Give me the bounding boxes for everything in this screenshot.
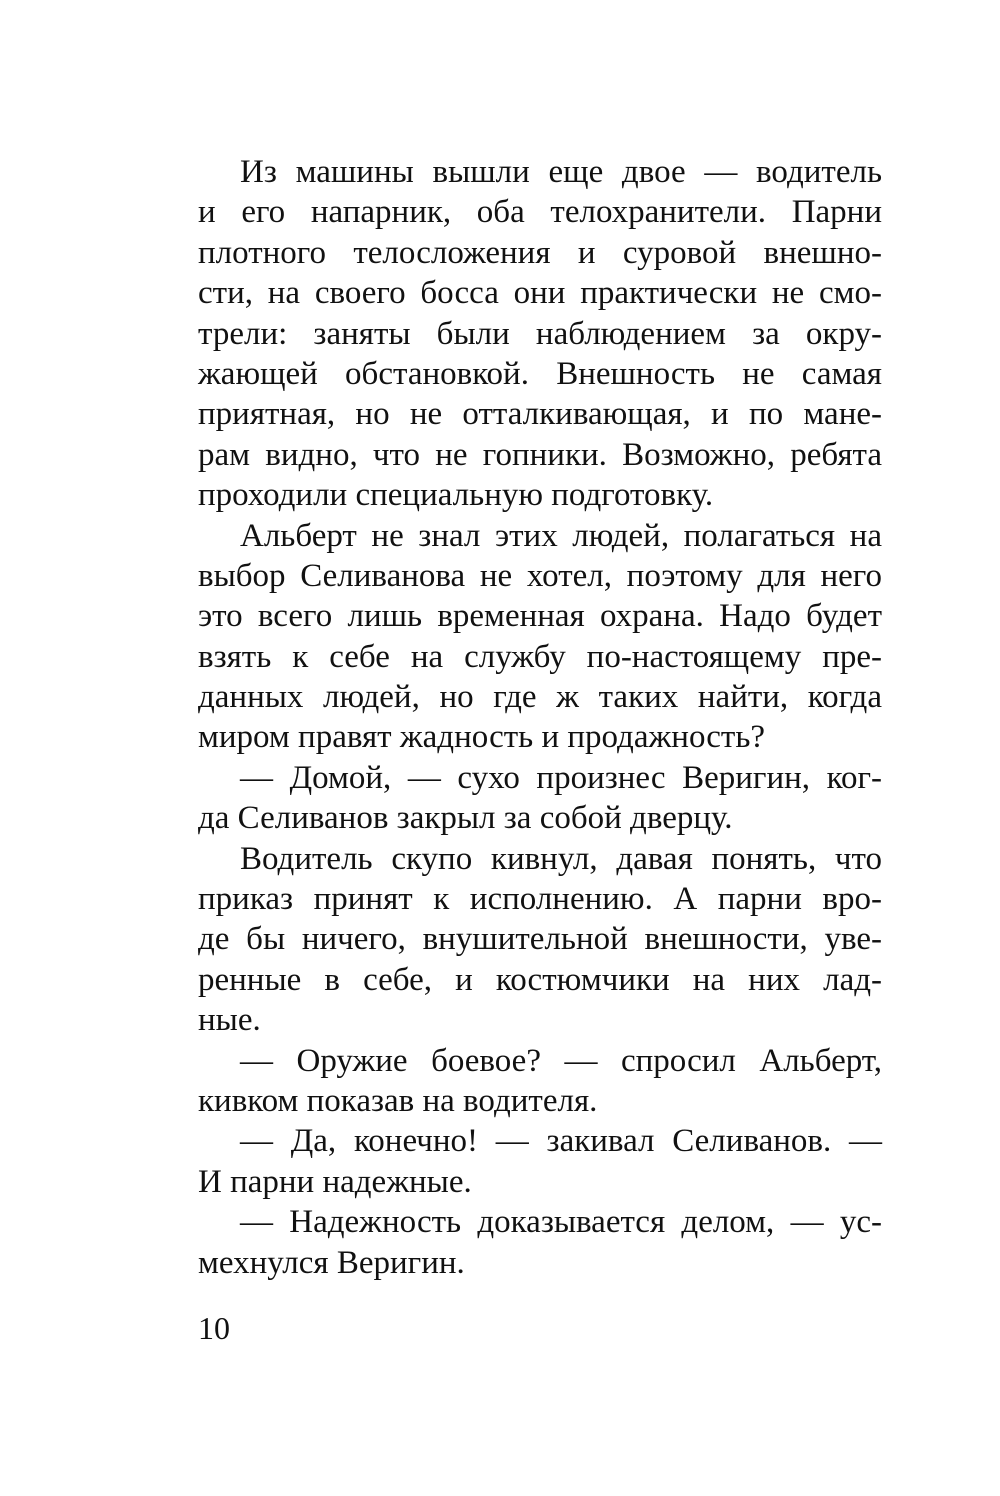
paragraph bbox=[198, 1121, 882, 1202]
text-line: — Да, конечно! — закивал Селиванов. — bbox=[240, 1123, 882, 1160]
text-line: — Домой, — сухо произнес Веригин, ког- bbox=[240, 759, 882, 796]
text-line: плотного телосложения и суровой внешно- bbox=[198, 234, 882, 271]
text-line: приятная, но не отталкивающая, и по мане- bbox=[198, 396, 882, 433]
text-line: проходили специальную подготовку. bbox=[198, 477, 714, 514]
text-line: И парни надежные. bbox=[198, 1163, 472, 1200]
text-line: Водитель скупо кивнул, давая понять, что bbox=[240, 840, 882, 877]
text-line: приказ принят к исполнению. А парни вро- bbox=[198, 881, 882, 918]
text-line: миром правят жадность и продажность? bbox=[198, 719, 766, 756]
text-line: и его напарник, оба телохранители. Парни bbox=[198, 194, 882, 231]
paragraph bbox=[198, 152, 882, 516]
paragraph bbox=[198, 1041, 882, 1122]
body-text bbox=[198, 152, 882, 1283]
text-line: жающей обстановкой. Внешность не самая bbox=[198, 355, 882, 392]
text-line: ренные в себе, и костюмчики на них лад- bbox=[198, 961, 882, 998]
text-line: Альберт не знал этих людей, полагаться на bbox=[240, 517, 882, 554]
text-line: да Селиванов закрыл за собой дверцу. bbox=[198, 800, 733, 837]
text-line: ные. bbox=[198, 1002, 261, 1039]
text-line: — Оружие боевое? — спросил Альберт, bbox=[240, 1042, 882, 1079]
page-number: 10 bbox=[198, 1310, 230, 1346]
text-line: Из машины вышли еще двое — водитель bbox=[240, 154, 882, 190]
text-line: взять к себе на службу по-настоящему пре- bbox=[198, 638, 882, 675]
text-line: рам видно, что не гопники. Возможно, ребята bbox=[198, 436, 882, 473]
text-line: данных людей, но где ж таких найти, когда bbox=[198, 679, 882, 716]
text-line: это всего лишь временная охрана. Надо будет bbox=[198, 598, 882, 635]
text-line: мехнулся Веригин. bbox=[198, 1244, 465, 1281]
text-line: выбор Селиванова не хотел, поэтому для него bbox=[198, 557, 882, 594]
text-line: кивком показав на водителя. bbox=[198, 1082, 598, 1119]
paragraph bbox=[198, 839, 882, 1041]
paragraph bbox=[198, 516, 882, 758]
text-line: де бы ничего, внушительной внешности, уве- bbox=[198, 921, 882, 958]
text-line: трели: заняты были наблюдением за окру- bbox=[198, 315, 882, 352]
text-line: — Надежность доказывается делом, — ус- bbox=[240, 1204, 882, 1241]
text-line: сти, на своего босса они практически не смо- bbox=[198, 275, 882, 312]
paragraph bbox=[198, 758, 882, 839]
paragraph bbox=[198, 1202, 882, 1283]
